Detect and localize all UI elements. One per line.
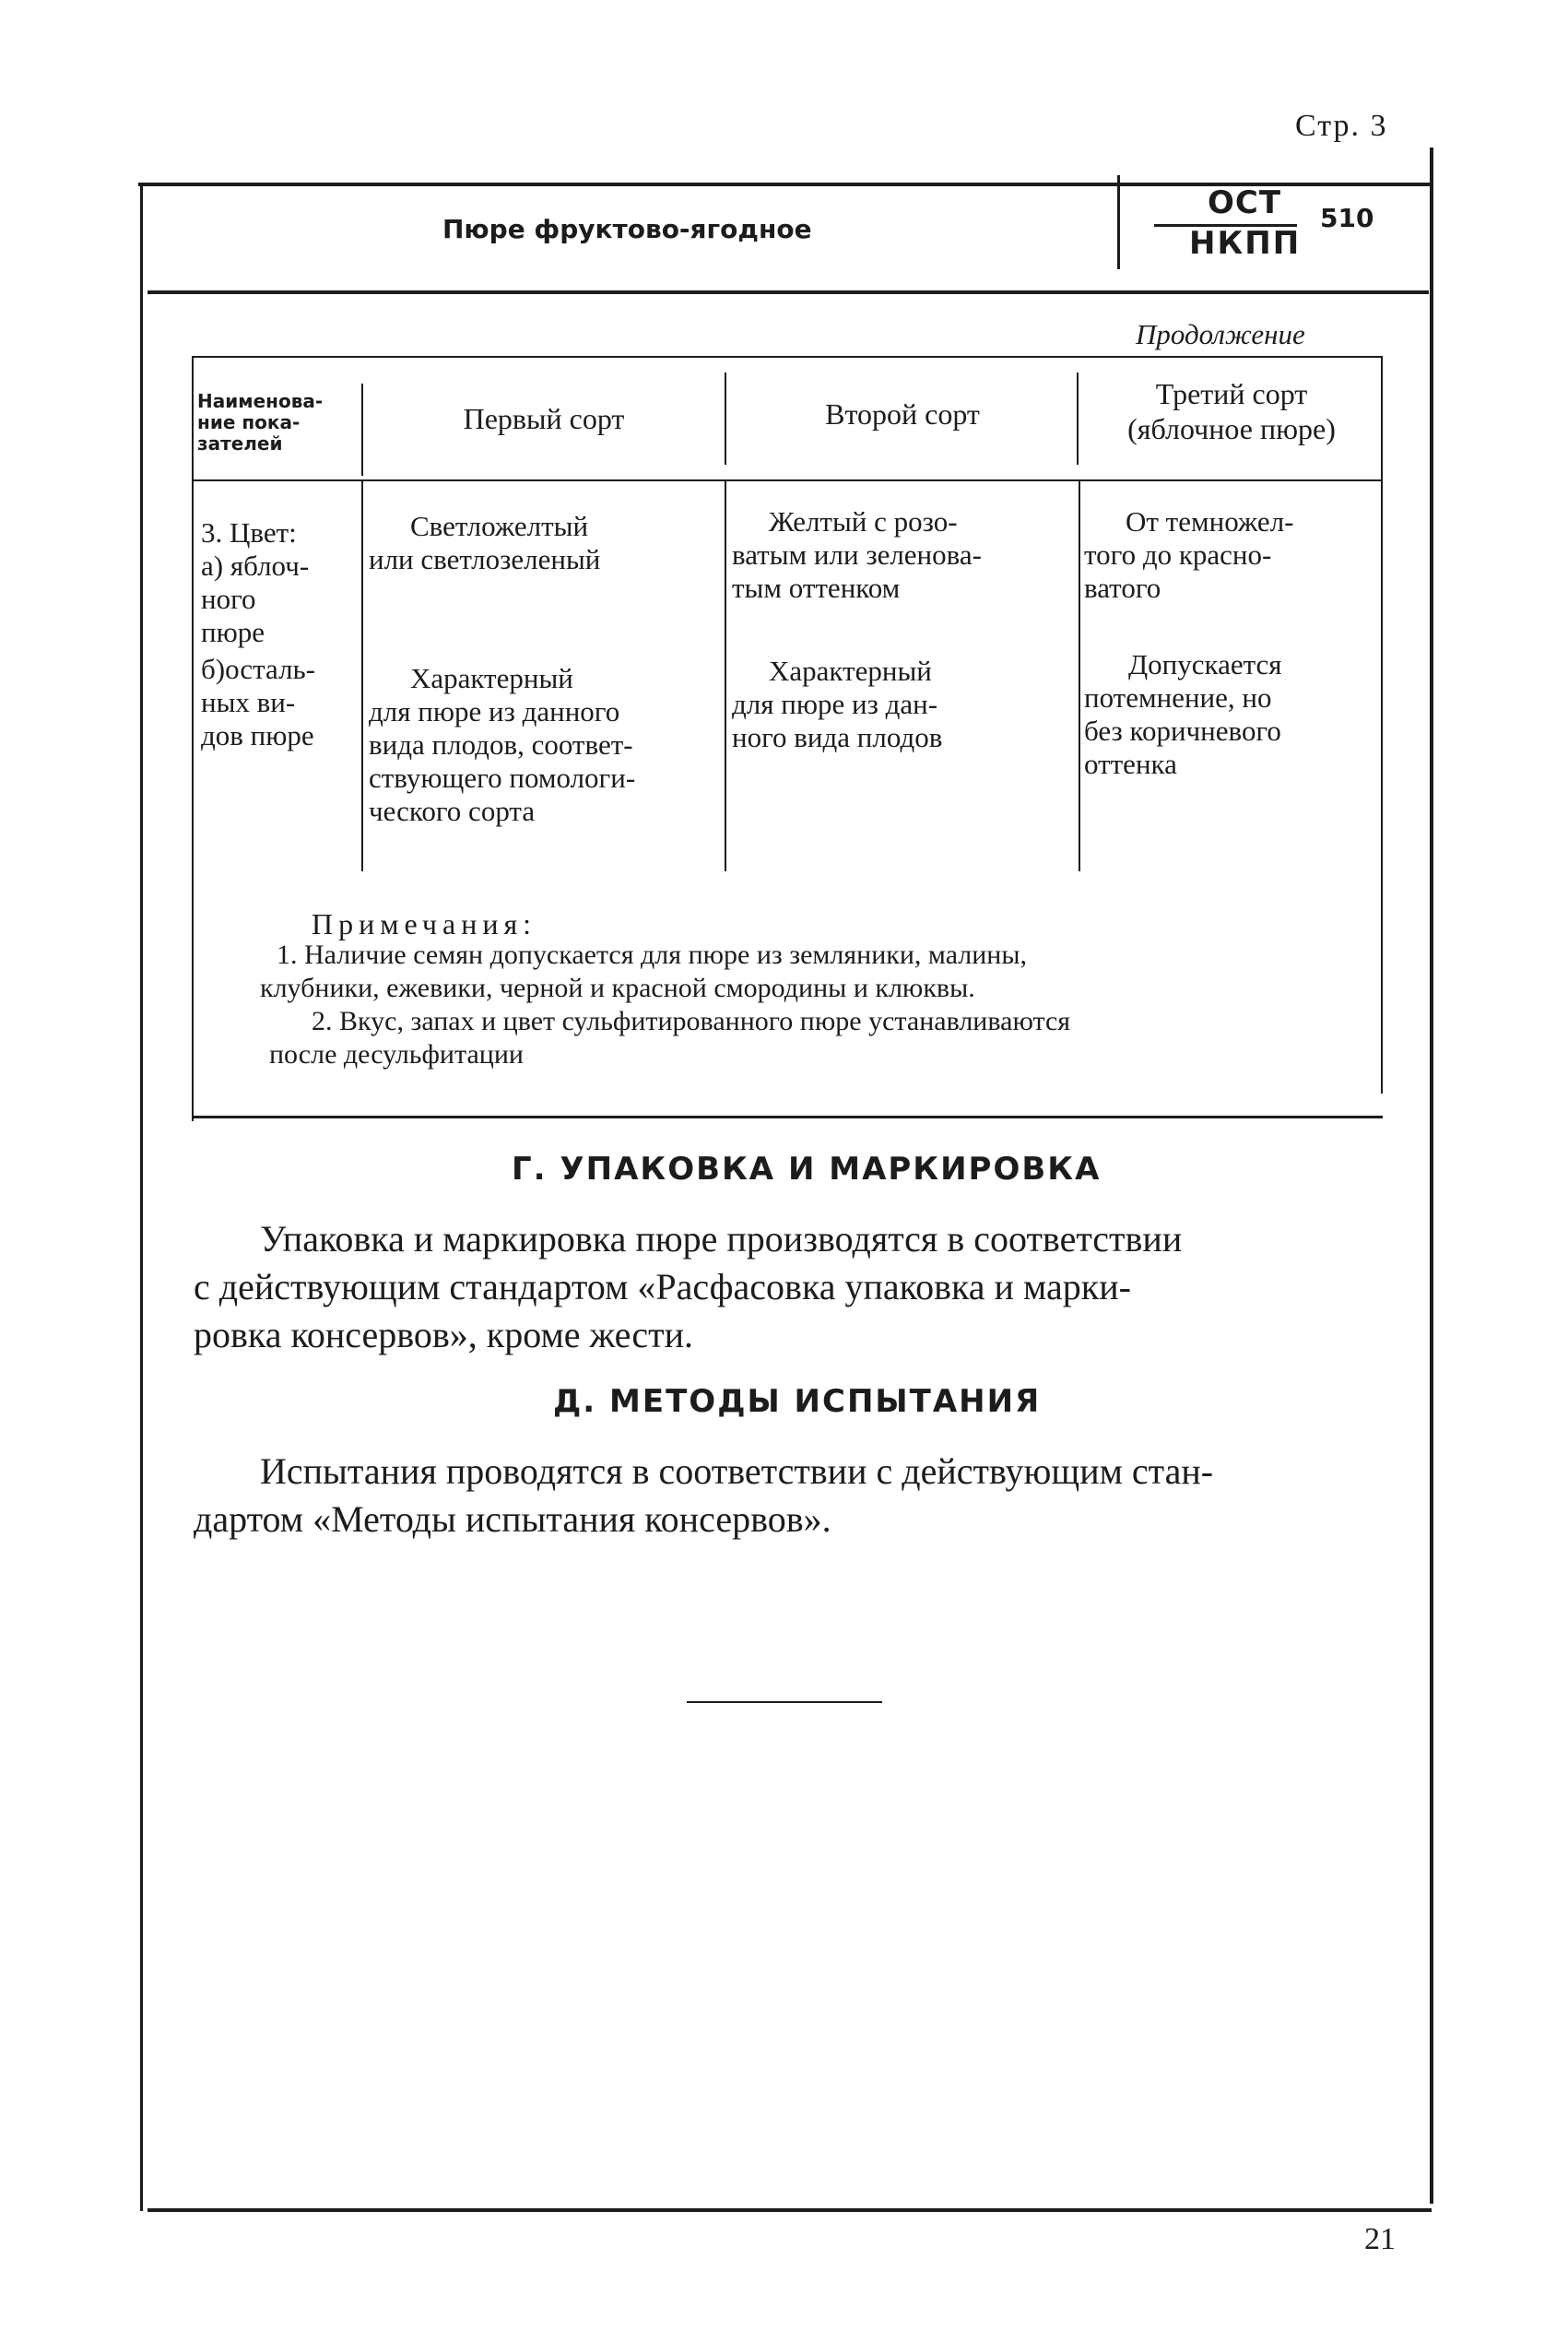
header-first-grade: Первый сорт	[463, 402, 625, 435]
note-2-line-2: после десульфитации	[269, 1039, 524, 1070]
frame-right-rule	[1430, 148, 1433, 2204]
frame-bottom-rule	[147, 2208, 1432, 2212]
table-left-rule	[192, 356, 194, 1121]
notes-title: Примечания:	[312, 907, 537, 940]
cell-third-b: Допускается потемнение, но без коричневого оттенка	[1084, 648, 1282, 780]
cell-third-a: От темножел- того до красно- ватого	[1084, 505, 1294, 604]
standard-code-bottom: НКПП	[1189, 225, 1302, 262]
page-number: 21	[1364, 2222, 1396, 2256]
standard-number: 510	[1320, 203, 1374, 233]
section-g-title: Г. УПАКОВКА И МАРКИРОВКА	[512, 1151, 1102, 1188]
continuation-label: Продолжение	[1136, 318, 1305, 350]
frame-left-rule	[140, 183, 143, 2211]
header-second-grade: Второй сорт	[825, 397, 980, 431]
header-bottom-rule	[147, 290, 1429, 294]
table-col-divider-1	[361, 384, 363, 476]
table-col-divider-3	[1077, 373, 1079, 465]
section-d-line-1: Испытания проводятся в соответствии с действующим стан-	[260, 1450, 1214, 1492]
section-d-line-2: дартом «Методы испытания консервов».	[194, 1498, 831, 1540]
note-2-line-1: 2. Вкус, запах и цвет сульфитированного пюре устанавливаются	[312, 1006, 1071, 1036]
table-header-rule	[194, 479, 1381, 481]
table-top-rule	[194, 356, 1383, 358]
page-label: Стр. 3	[1295, 109, 1388, 143]
section-g-line-1: Упаковка и маркировка пюре производятся в соответствии	[260, 1218, 1183, 1260]
header-indicator: Наименова- ние пока- зателей	[197, 390, 324, 455]
table-bottom-rule	[194, 1116, 1383, 1118]
section-g-line-3: ровка консервов», кроме жести.	[194, 1314, 694, 1355]
end-separator	[687, 1701, 882, 1703]
cell-second-b: Характерный для пюре из дан- ного вида плодов	[732, 655, 943, 753]
section-g-line-2: с действующим стандартом «Расфасовка упаковка и марки-	[194, 1266, 1131, 1307]
header-third-grade: Третий сорт (яблочное пюре)	[1127, 377, 1336, 445]
cell-first-b: Характерный для пюре из данного вида плодов, соответ- ствующего помологи- ческого сорта	[369, 662, 636, 827]
table-body-divider-2	[725, 479, 726, 871]
section-d-title: Д. МЕТОДЫ ИСПЫТАНИЯ	[553, 1383, 1042, 1420]
table-right-rule	[1381, 356, 1383, 1094]
table-col-divider-2	[725, 373, 726, 465]
document-title: Пюре фруктово-ягодное	[442, 214, 812, 244]
note-1-line-1: 1. Наличие семян допускается для пюре из земляники, малины,	[277, 940, 1028, 970]
header-divider	[1117, 175, 1120, 269]
indicator-column: 3. Цвет: а) яблоч- ного пюре б)осталь- ных ви- дов пюре	[201, 516, 316, 751]
cell-first-a: Светложелтый или светлозеленый	[369, 510, 601, 575]
table-body-divider-3	[1079, 479, 1080, 871]
cell-second-a: Желтый с розо- ватым или зеленова- тым оттенком	[732, 505, 982, 604]
standard-code-top: ОСТ	[1208, 184, 1282, 221]
note-1-line-2: клубники, ежевики, черной и красной смородины и клюквы.	[260, 973, 975, 1003]
